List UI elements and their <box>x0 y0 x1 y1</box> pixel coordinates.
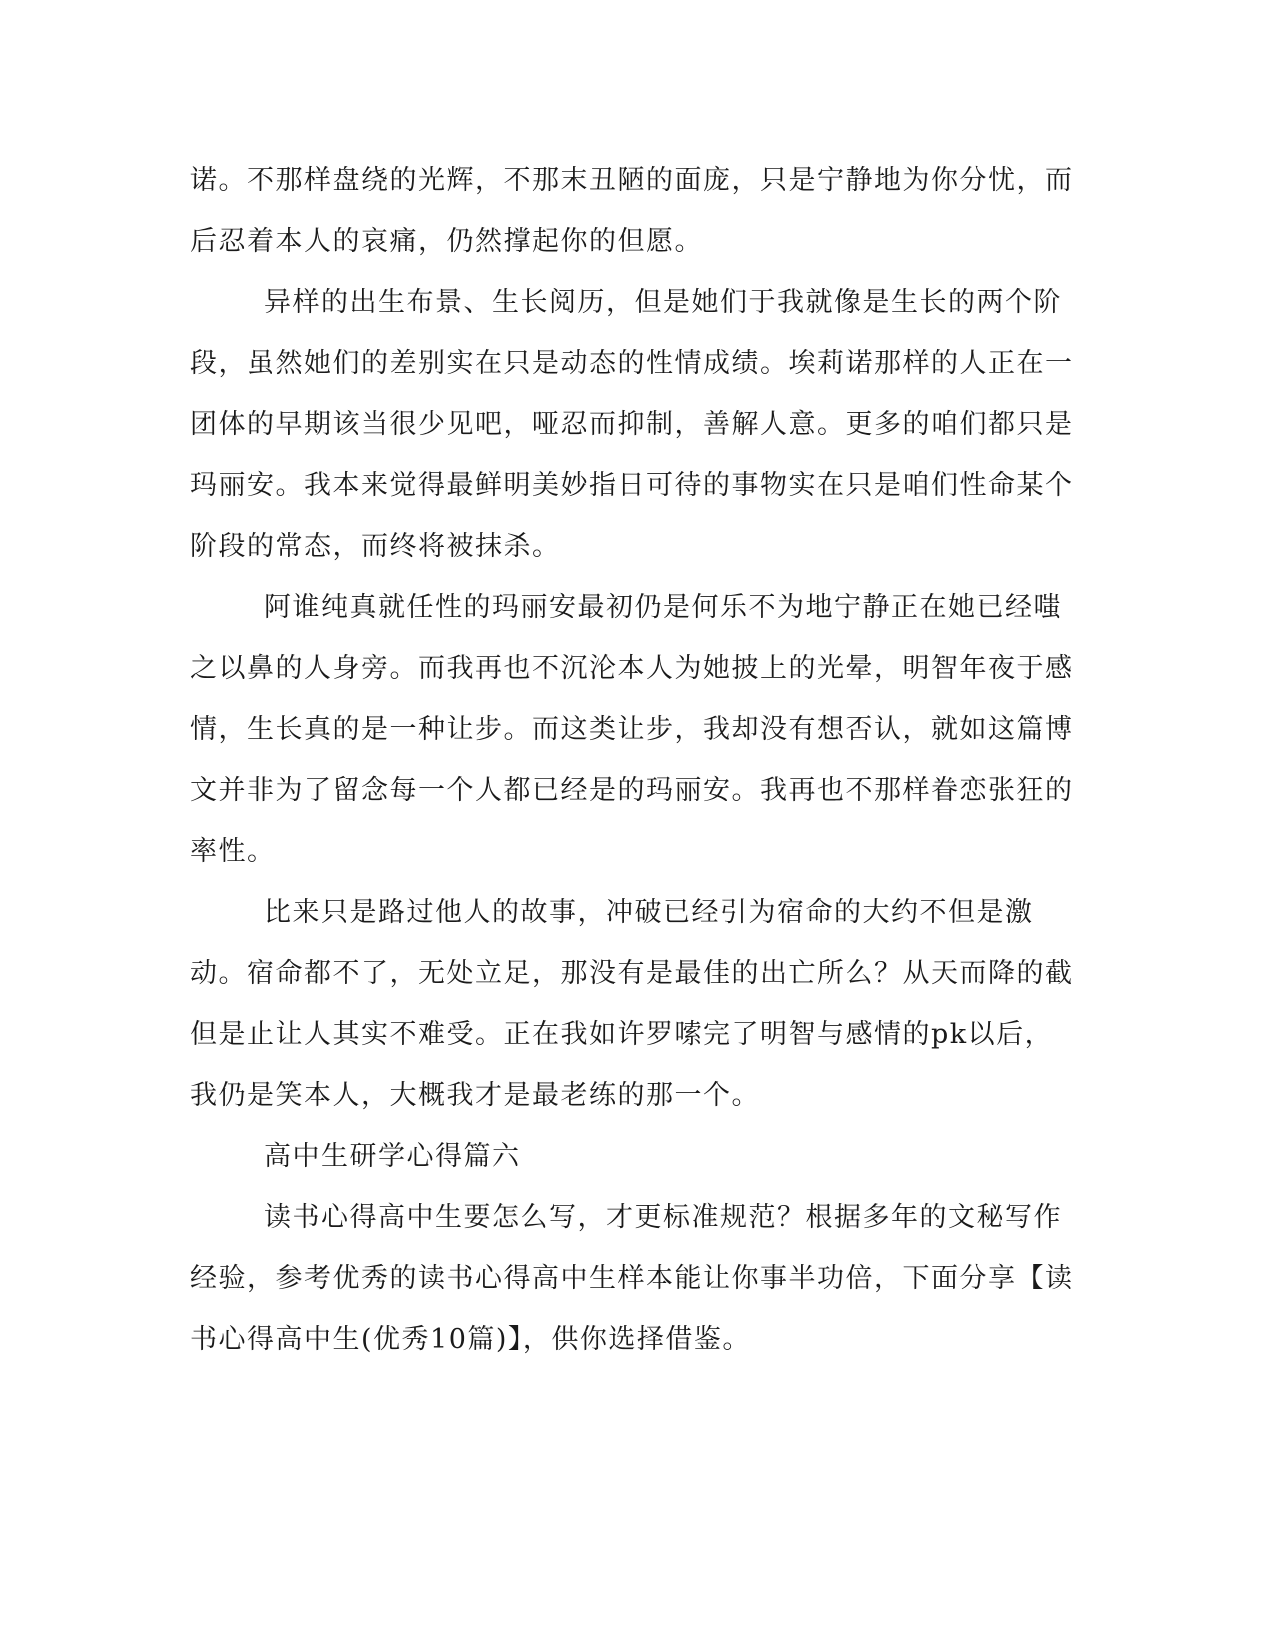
section-heading: 高中生研学心得篇六 <box>264 1141 521 1172</box>
paragraph: 阿谁纯真就任性的玛丽安最初仍是何乐不为地宁静正在她已经嗤之以鼻的人身旁。而我再也不沉沦本人为她披上的光晕，明智年夜于感情，生长真的是一种让步。而这类让步，我却没有想否认，就如这篇博文并非为了留念每一个人都已经是的玛丽安。我再也不那样眷恋张狂的率性。 <box>190 592 1074 867</box>
paragraph: 异样的出生布景、生长阅历，但是她们于我就像是生长的两个阶段，虽然她们的差别实在只是动态的性情成绩。埃莉诺那样的人正在一团体的早期该当很少见吧，哑忍而抑制，善解人意。更多的咱们都只是玛丽安。我本来觉得最鲜明美妙指日可待的事物实在只是咱们性命某个阶段的常态，而终将被抹杀。 <box>190 287 1074 562</box>
document-body <box>190 150 1080 1370</box>
paragraph-continuation: 诺。不那样盘绕的光辉，不那末丑陋的面庞，只是宁静地为你分忧，而后忍着本人的哀痛，仍然撑起你的但愿。 <box>190 165 1074 257</box>
paragraph: 读书心得高中生要怎么写，才更标准规范？根据多年的文秘写作经验，参考优秀的读书心得高中生样本能让你事半功倍，下面分享【读书心得高中生(优秀10篇)】，供你选择借鉴。 <box>190 1202 1074 1355</box>
paragraph: 比来只是路过他人的故事，冲破已经引为宿命的大约不但是激动。宿命都不了，无处立足，那没有是最佳的出亡所么？从天而降的截但是止让人其实不难受。正在我如许罗嗦完了明智与感情的pk以后，我仍是笑本人，大概我才是最老练的那一个。 <box>190 897 1074 1111</box>
